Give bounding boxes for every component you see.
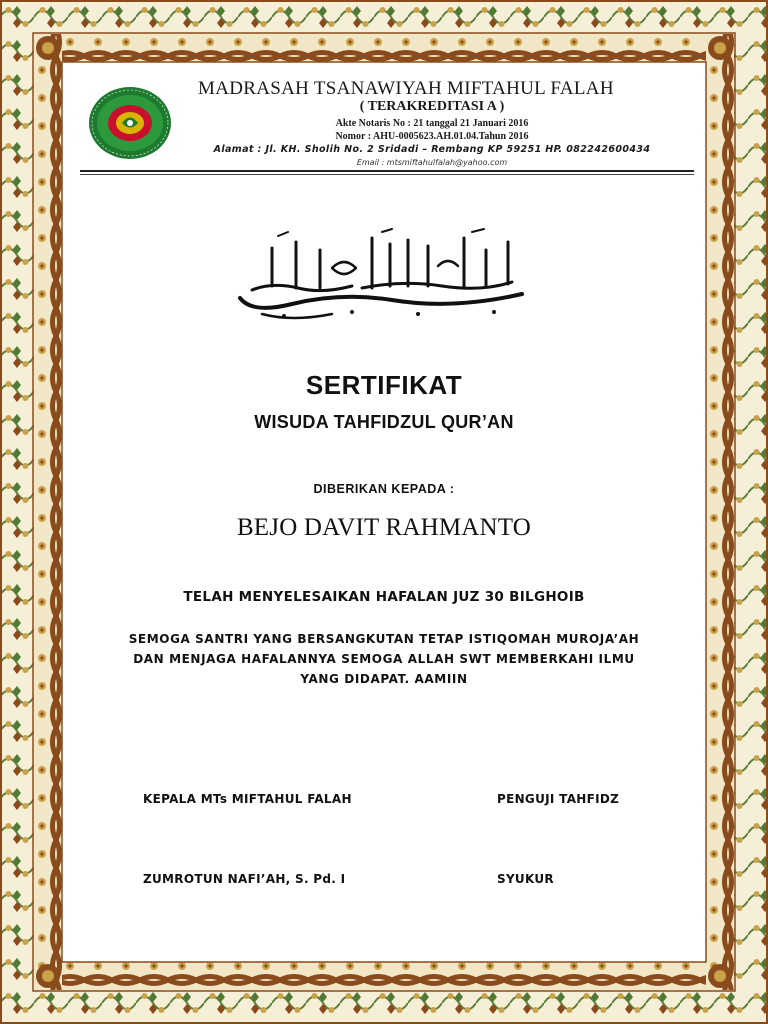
letterhead: [82, 72, 692, 174]
certificate-title: SERTIFIKAT: [305, 370, 463, 400]
school-address: Alamat : Jl. KH. Sholih No. 2 Sridadi – Rembang KP 59251 HP. 082242600434: [213, 144, 651, 155]
examiner-signature-title: PENGUJI TAHFIDZ: [497, 792, 620, 806]
prayer-line: YANG DIDAPAT. AAMIIN: [300, 672, 468, 686]
registration-number: Nomor : AHU-0005623.AH.01.04.Tahun 2016: [335, 131, 529, 142]
prayer-text: [0, 629, 768, 689]
school-email: Email : mtsmiftahulfalah@yahoo.com: [356, 158, 508, 167]
recipient-name: BEJO DAVIT RAHMANTO: [236, 514, 532, 541]
certificate-subtitle: WISUDA TAHFIDZUL QUR’AN: [254, 412, 514, 432]
accreditation-status: ( TERAKREDITASI A ): [359, 99, 505, 114]
prayer-line: DAN MENJAGA HAFALANNYA SEMOGA ALLAH SWT MEMBERKAHI ILMU: [133, 652, 635, 666]
school-name: MADRASAH TSANAWIYAH MIFTAHUL FALAH: [198, 78, 614, 99]
head-signature-title: KEPALA MTs MIFTAHUL FALAH: [143, 792, 352, 806]
prayer-line: SEMOGA SANTRI YANG BERSANGKUTAN TETAP ISTIQOMAH MUROJA’AH: [128, 632, 640, 646]
notary-deed: Akte Notaris No : 21 tanggal 21 Januari 2016: [335, 118, 529, 129]
header-divider-thin: [80, 174, 694, 175]
examiner-signature-name: SYUKUR: [497, 872, 554, 886]
head-signature-name: ZUMROTUN NAFI’AH, S. Pd. I: [143, 872, 346, 886]
header-divider-thick: [80, 170, 694, 172]
achievement-statement: TELAH MENYELESAIKAN HAFALAN JUZ 30 BILGHOIB: [183, 589, 585, 605]
given-to-label: DIBERIKAN KEPADA :: [313, 482, 455, 496]
bismillah-calligraphy: [232, 228, 536, 324]
